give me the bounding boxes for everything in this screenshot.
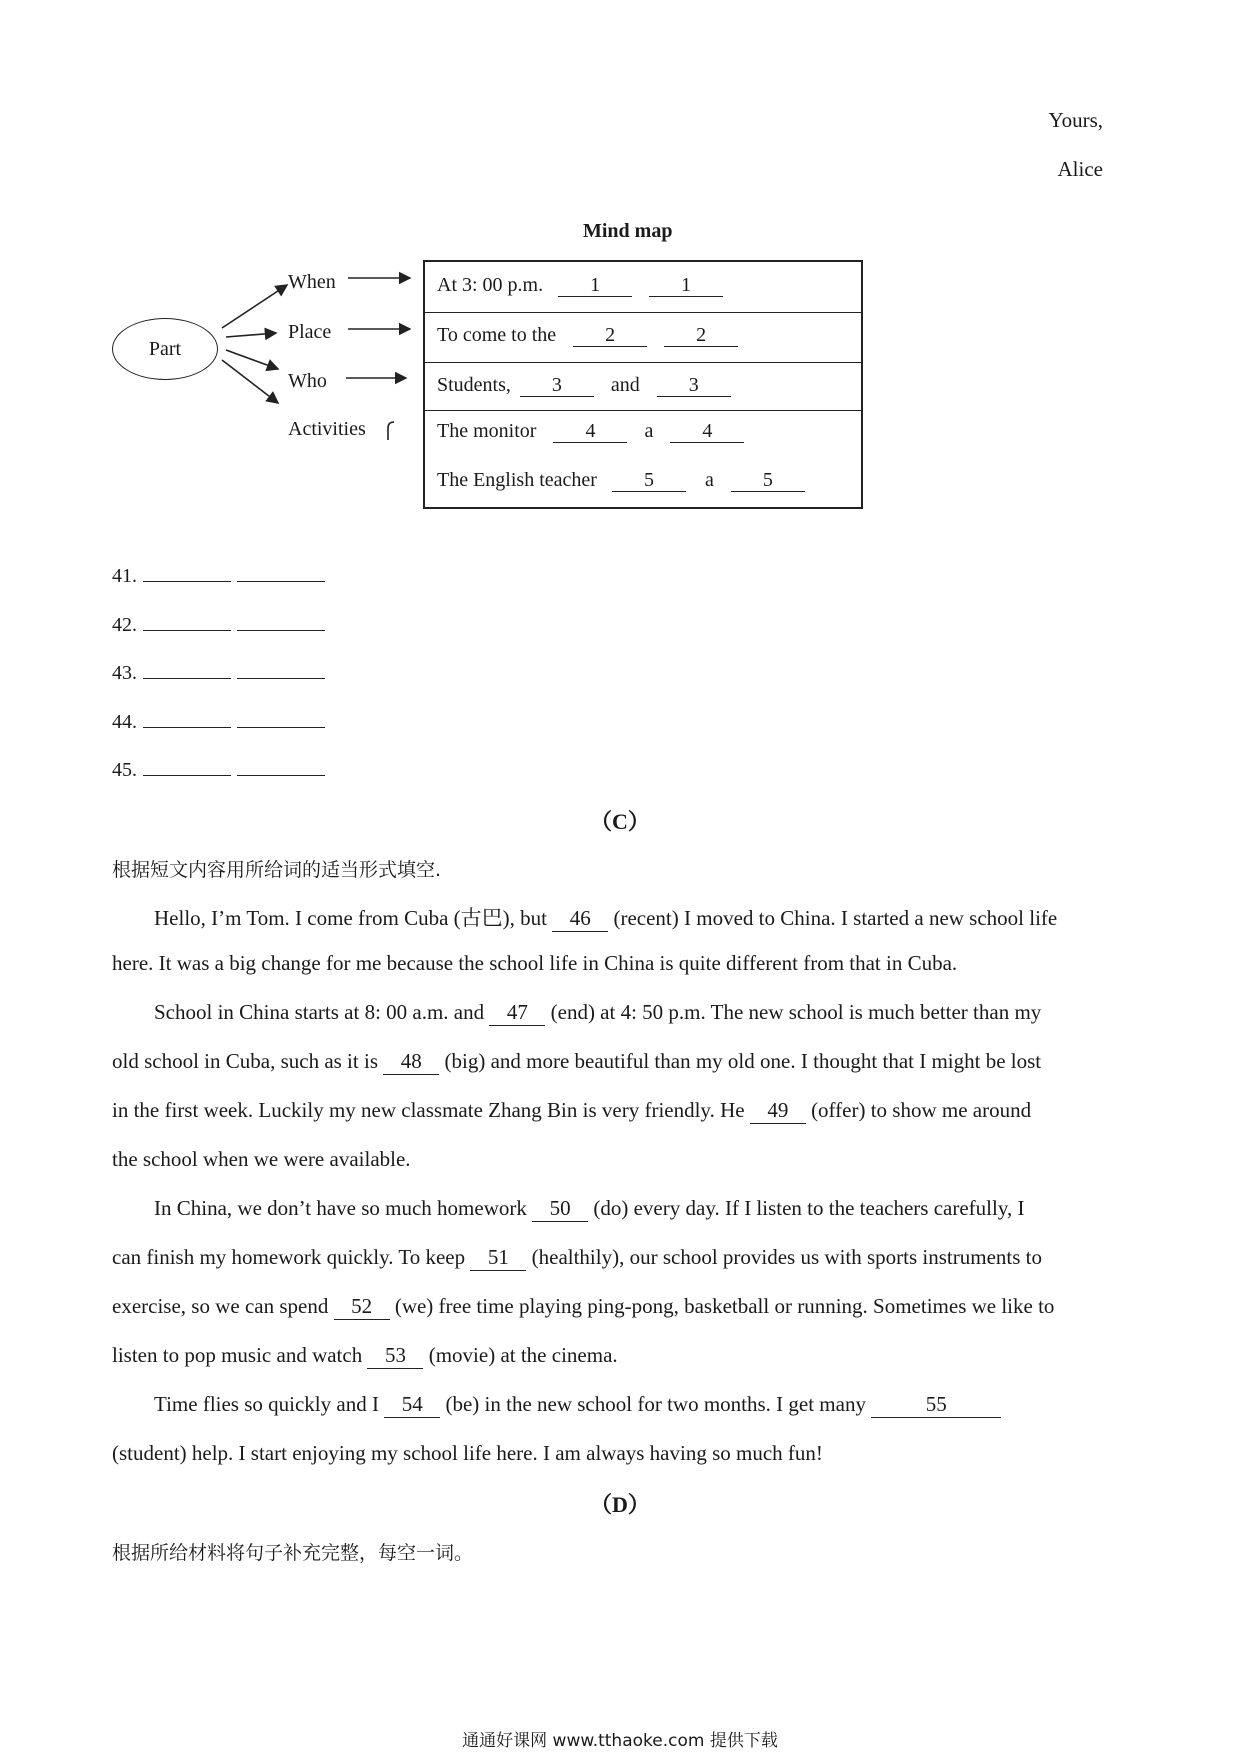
answer-blank[interactable] [237, 612, 325, 631]
passage-line: here. It was a big change for me because the school life in China is quite different from that in Cuba. [112, 951, 958, 975]
answer-blank[interactable] [143, 612, 231, 631]
blank[interactable]: 2 [573, 324, 647, 347]
closing: Yours, [1048, 108, 1103, 132]
answer-line [112, 660, 325, 685]
blank[interactable]: 5 [612, 469, 686, 492]
passage-line: listen to pop music and watch 53 (movie) at the cinema. [112, 1343, 618, 1367]
mind-map-row [425, 460, 861, 510]
gap-52[interactable]: 52 [334, 1294, 390, 1320]
answer-blank[interactable] [143, 563, 231, 582]
passage-line: In China, we don’t have so much homework 50 (do) every day. If I listen to the teachers carefully, I [154, 1196, 1025, 1220]
passage-line: Hello, I’m Tom. I come from Cuba (古巴), but 46 (recent) I moved to China. I started a new school life [154, 906, 1058, 930]
section-c-instruction: 根据短文内容用所给词的适当形式填空. [112, 859, 442, 881]
category-activities: Activities [288, 418, 366, 440]
gap-50[interactable]: 50 [532, 1196, 588, 1222]
gap-55[interactable]: 55 [871, 1392, 1001, 1418]
answer-blank[interactable] [143, 660, 231, 679]
passage-line: the school when we were available. [112, 1147, 411, 1171]
activities-bracket [388, 422, 394, 440]
question-number: 44. [112, 711, 137, 733]
blank[interactable]: 2 [664, 324, 738, 347]
blank[interactable]: 4 [553, 420, 627, 443]
passage-line: Time flies so quickly and I 54 (be) in the new school for two months. I get many 55 [154, 1392, 1001, 1418]
category-place: Place [288, 321, 332, 343]
arrow-when [222, 285, 287, 328]
passage-line: exercise, so we can spend 52 (we) free time playing ping-pong, basketball or running. Sometimes we like to [112, 1294, 1055, 1318]
arrow-who [226, 350, 278, 369]
passage-line: can finish my homework quickly. To keep 51 (healthily), our school provides us with sports instruments to [112, 1245, 1042, 1269]
question-number: 45. [112, 759, 137, 781]
mind-map-row [425, 362, 861, 411]
row-text: The English teacher [437, 469, 597, 491]
row-text: At 3: 00 p.m. [437, 274, 544, 296]
question-number: 42. [112, 614, 137, 636]
blank[interactable]: 3 [657, 374, 731, 397]
passage-line: School in China starts at 8: 00 a.m. and 47 (end) at 4: 50 p.m. The new school is much better than my [154, 1000, 1042, 1024]
row-text: To come to the [437, 324, 557, 346]
signature-name: Alice [1057, 157, 1103, 181]
gap-47[interactable]: 47 [489, 1000, 545, 1026]
mind-map-row [425, 312, 861, 363]
answer-line [112, 612, 325, 637]
blank[interactable]: 5 [731, 469, 805, 492]
section-c-heading: （C） [590, 809, 650, 834]
answer-line [112, 709, 325, 734]
answer-line [112, 563, 325, 588]
passage-line: (student) help. I start enjoying my school life here. I am always having so much fun! [112, 1441, 823, 1465]
gap-46[interactable]: 46 [552, 906, 608, 932]
gap-51[interactable]: 51 [470, 1245, 526, 1271]
passage-line: old school in Cuba, such as it is 48 (big) and more beautiful than my old one. I thought that I might be lost [112, 1049, 1042, 1073]
mind-map-row [425, 262, 861, 313]
answer-blank[interactable] [237, 709, 325, 728]
blank[interactable]: 3 [520, 374, 594, 397]
row-text: Students, [437, 374, 511, 396]
row-text: The monitor [437, 420, 537, 442]
mind-map-title: Mind map [583, 220, 673, 242]
answer-blank[interactable] [237, 660, 325, 679]
answer-blank[interactable] [237, 757, 325, 776]
gap-48[interactable]: 48 [383, 1049, 439, 1075]
row-connector: and [610, 374, 640, 396]
footer-watermark: 通通好课网 www.tthaoke.com 提供下载 [462, 1731, 778, 1751]
answer-blank[interactable] [143, 709, 231, 728]
gap-53[interactable]: 53 [367, 1343, 423, 1369]
gap-54[interactable]: 54 [384, 1392, 440, 1418]
passage-line: in the first week. Luckily my new classmate Zhang Bin is very friendly. He 49 (offer) to show me around [112, 1098, 1032, 1122]
section-d-instruction: 根据所给材料将句子补充完整，每空一词。 [112, 1542, 474, 1564]
row-connector: a [704, 469, 714, 491]
mind-map-center [112, 318, 218, 380]
blank[interactable]: 4 [670, 420, 744, 443]
answer-blank[interactable] [237, 563, 325, 582]
answer-blank[interactable] [143, 757, 231, 776]
category-when: When [288, 271, 336, 293]
question-number: 41. [112, 565, 137, 587]
mind-map-row [425, 410, 861, 460]
question-number: 43. [112, 662, 137, 684]
gap-49[interactable]: 49 [750, 1098, 806, 1124]
row-connector: a [644, 420, 654, 442]
arrow-place [226, 333, 276, 337]
mind-map-table [423, 260, 863, 509]
answer-line [112, 757, 325, 782]
center-label: Part [148, 337, 182, 360]
section-d-heading: （D） [590, 1492, 650, 1517]
section-c-passage [112, 902, 1130, 1472]
blank[interactable]: 1 [558, 274, 632, 297]
category-who: Who [288, 370, 327, 392]
blank[interactable]: 1 [649, 274, 723, 297]
